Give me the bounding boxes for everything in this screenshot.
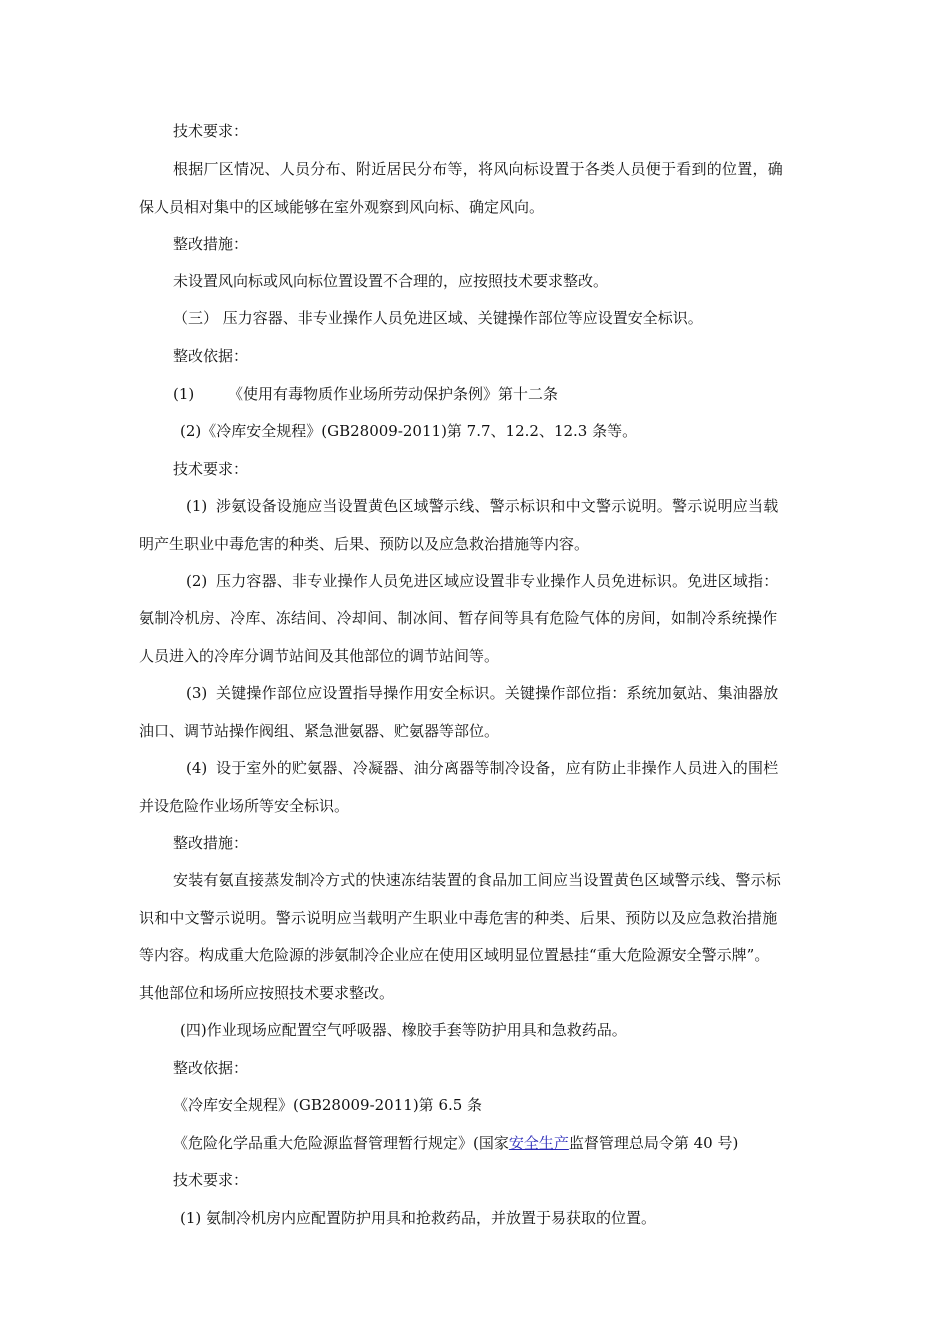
requirement-2-line-2: 氨制冷机房、冷库、冻结间、冷却间、制冰间、暂存间等具有危险气体的房间，如制冷系统操作 bbox=[139, 609, 778, 627]
tech-requirements-label: 技术要求： bbox=[173, 122, 249, 140]
requirement-protective-equipment: (1) 氨制冷机房内应配置防护用具和抢救药品，并放置于易获取的位置。 bbox=[180, 1209, 657, 1227]
basis-rule-text-prefix: 《危险化学品重大危险源监督管理暂行规定》(国家 bbox=[173, 1134, 509, 1152]
basis-item-1-text: 《使用有毒物质作业场所劳动保护条例》第十二条 bbox=[228, 385, 559, 403]
requirement-2-number: (2) bbox=[186, 572, 208, 590]
requirement-3-line-2: 油口、调节站操作阀组、紧急泄氨器、贮氨器等部位。 bbox=[139, 722, 500, 740]
requirement-3-line-1: 关键操作部位应设置指导操作用安全标识。关键操作部位指：系统加氨站、集油器放 bbox=[216, 684, 779, 702]
basis-item-1-number: (1) bbox=[173, 385, 195, 403]
section-4-heading: (四)作业现场应配置空气呼吸器、橡胶手套等防护用具和急救药品。 bbox=[180, 1021, 627, 1039]
rectification-basis-label: 整改依据： bbox=[173, 347, 249, 365]
requirement-3-number: (3) bbox=[186, 684, 208, 702]
wind-vane-measure: 未设置风向标或风向标位置设置不合理的，应按照技术要求整改。 bbox=[173, 272, 609, 290]
requirement-1-line-2: 明产生职业中毒危害的种类、后果、预防以及应急救治措施等内容。 bbox=[139, 535, 590, 553]
requirement-4-line-2: 并设危险作业场所等安全标识。 bbox=[139, 797, 350, 815]
requirement-1-number: (1) bbox=[186, 497, 208, 515]
wind-vane-requirement-line-1: 根据厂区情况、人员分布、附近居民分布等，将风向标设置于各类人员便于看到的位置，确 bbox=[173, 160, 784, 178]
tech-requirements-label: 技术要求： bbox=[173, 1171, 249, 1189]
section-3-heading: （三） 压力容器、非专业操作人员免进区域、关键操作部位等应设置安全标识。 bbox=[173, 309, 703, 327]
measure-paragraph-line-1: 安装有氨直接蒸发制冷方式的快速冻结装置的食品加工间应当设置黄色区域警示线、警示标 bbox=[173, 871, 782, 889]
measure-paragraph-line-2: 识和中文警示说明。警示说明应当载明产生职业中毒危害的种类、后果、预防以及应急救治措施 bbox=[139, 909, 778, 927]
rectification-basis-label: 整改依据： bbox=[173, 1059, 249, 1077]
safety-production-link[interactable]: 安全生产 bbox=[508, 1134, 569, 1152]
measure-paragraph-line-4: 其他部位和场所应按照技术要求整改。 bbox=[139, 984, 395, 1002]
basis-hazardous-chemicals-rule bbox=[173, 1133, 738, 1153]
basis-rule-text-suffix: 监督管理总局令第 40 号) bbox=[568, 1134, 739, 1152]
basis-item-2: (2)《冷库安全规程》(GB28009-2011)第 7.7、12.2、12.3 条等。 bbox=[180, 422, 638, 440]
requirement-2-line-1: 压力容器、非专业操作人员免进区域应设置非专业操作人员免进标识。免进区域指： bbox=[216, 572, 779, 590]
basis-cold-storage-code: 《冷库安全规程》(GB28009-2011)第 6.5 条 bbox=[173, 1096, 483, 1114]
requirement-4-number: (4) bbox=[186, 759, 208, 777]
wind-vane-requirement-line-2: 保人员相对集中的区域能够在室外观察到风向标、确定风向。 bbox=[139, 198, 545, 216]
measure-paragraph-line-3: 等内容。构成重大危险源的涉氨制冷企业应在使用区域明显位置悬挂“重大危险源安全警示牌”。 bbox=[139, 946, 770, 964]
rectification-measures-label: 整改措施： bbox=[173, 235, 249, 253]
requirement-1-line-1: 涉氨设备设施应当设置黄色区域警示线、警示标识和中文警示说明。警示说明应当载 bbox=[216, 497, 779, 515]
rectification-measures-label: 整改措施： bbox=[173, 834, 249, 852]
requirement-4-line-1: 设于室外的贮氨器、冷凝器、油分离器等制冷设备，应有防止非操作人员进入的围栏 bbox=[216, 759, 779, 777]
tech-requirements-label: 技术要求： bbox=[173, 460, 249, 478]
requirement-2-line-3: 人员进入的冷库分调节站间及其他部位的调节站间等。 bbox=[139, 647, 500, 665]
